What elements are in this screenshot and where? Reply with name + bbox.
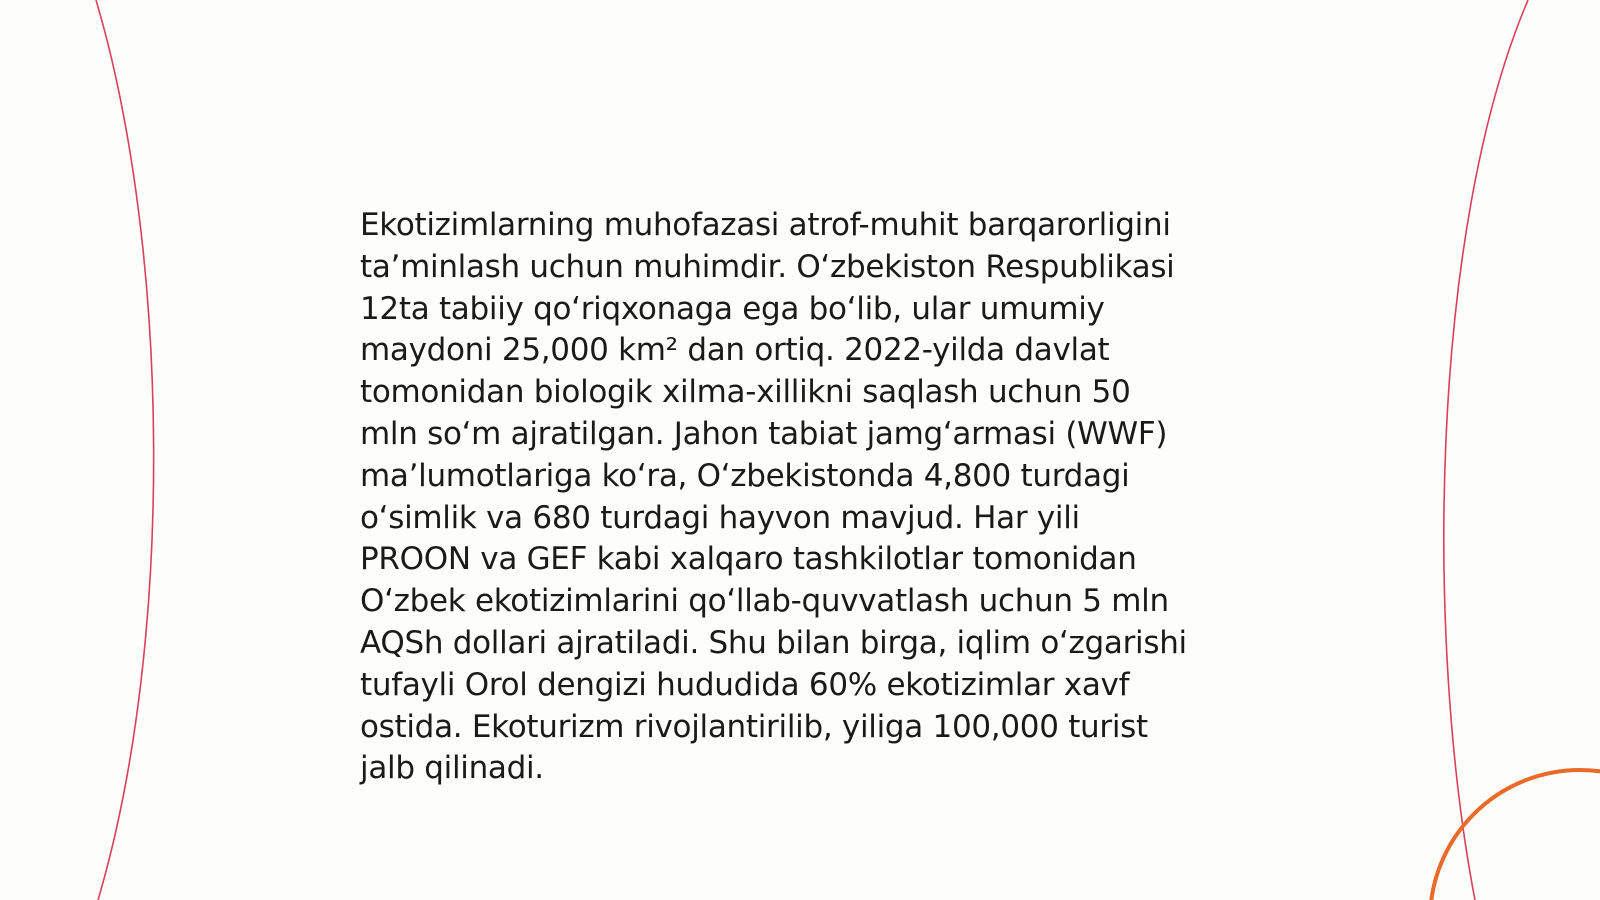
paragraph-line: tufayli Orol dengizi hududida 60% ekotizimlar xavf: [360, 666, 1130, 703]
paragraph-line: 12ta tabiiy qo‘riqxonaga ega bo‘lib, ular umumiy: [360, 290, 1105, 327]
corner-circle: [1430, 770, 1600, 900]
paragraph-line: Ekotizimlarning muhofazasi atrof-muhit barqarorligini: [360, 207, 1171, 243]
paragraph-line: mln so‘m ajratilgan. Jahon tabiat jamg‘armasi (WWF): [360, 415, 1168, 452]
paragraph-line: ostida. Ekoturizm rivojlantirilib, yiliga 100,000 turist: [360, 708, 1148, 745]
paragraph-line: ma’lumotlariga ko‘ra, O‘zbekistonda 4,800 turdagi: [360, 457, 1130, 494]
paragraph-line: jalb qilinadi.: [360, 750, 544, 787]
right-arc: [1444, 0, 1528, 900]
paragraph-line: O‘zbek ekotizimlarini qo‘llab-quvvatlash uchun 5 mln: [360, 583, 1169, 620]
paragraph-line: maydoni 25,000 km² dan ortiq. 2022-yilda davlat: [360, 332, 1110, 369]
paragraph-line: PROON va GEF kabi xalqaro tashkilotlar tomonidan: [360, 541, 1137, 578]
paragraph-line: tomonidan biologik xilma-xillikni saqlash uchun 50: [360, 374, 1131, 411]
paragraph-line: AQSh dollari ajratiladi. Shu bilan birga, iqlim o‘zgarishi: [360, 624, 1187, 661]
left-arc: [96, 0, 154, 900]
paragraph: [360, 205, 1260, 790]
paragraph-line: o‘simlik va 680 turdagi hayvon mavjud. Har yili: [360, 499, 1080, 536]
paragraph-line: ta’minlash uchun muhimdir. O‘zbekiston Respublikasi: [360, 248, 1175, 285]
